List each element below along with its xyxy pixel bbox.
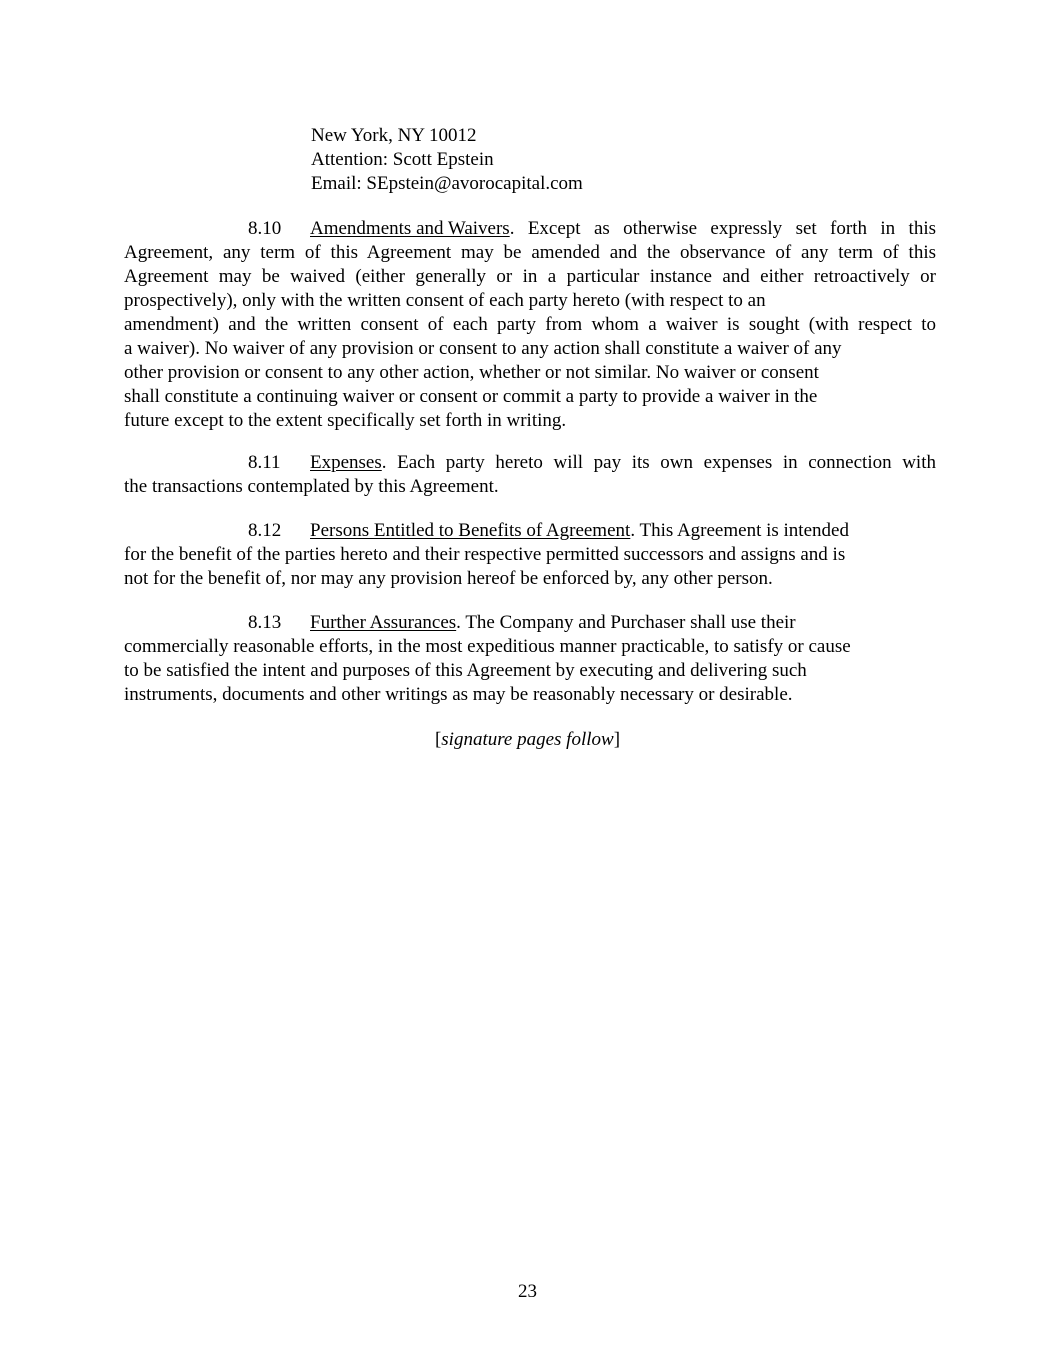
close-bracket: ] <box>613 729 621 750</box>
section-first-line <box>124 217 936 241</box>
section-text-line: Agreement, any term of this Agreement may be amended and the observance of any term of this <box>124 242 936 263</box>
address-email-line: Email: SEpstein@avorocapital.com <box>311 173 583 194</box>
section-text-line: Agreement may be waived (either generally or in a particular instance and either retroactively or <box>124 266 936 287</box>
section-text-line: to be satisfied the intent and purposes of this Agreement by executing and delivering such <box>124 660 807 681</box>
open-bracket: [ <box>434 729 442 750</box>
section-8-13 <box>124 611 936 707</box>
address-attention-line: Attention: Scott Epstein <box>311 149 494 170</box>
section-text-line: . Each party hereto will pay its own expenses in connection with <box>381 452 936 473</box>
section-text-line: future except to the extent specifically set forth in writing. <box>124 410 567 431</box>
section-number: 8.13 <box>248 612 282 633</box>
section-8-10 <box>124 217 936 433</box>
signature-note-text: signature pages follow <box>441 729 614 750</box>
section-number: 8.11 <box>248 452 281 473</box>
section-text-line: . This Agreement is intended <box>630 520 849 541</box>
section-text-line: commercially reasonable efforts, in the most expeditious manner practicable, to satisfy or cause <box>124 636 851 657</box>
signature-pages-note <box>0 728 1055 752</box>
section-heading: Amendments and Waivers <box>310 218 510 239</box>
section-text-line: instruments, documents and other writings as may be reasonably necessary or desirable. <box>124 684 793 705</box>
section-8-12 <box>124 519 936 591</box>
section-heading: Further Assurances <box>310 612 457 633</box>
section-text-line: . The Company and Purchaser shall use their <box>456 612 796 633</box>
section-number: 8.10 <box>248 218 282 239</box>
address-city-line: New York, NY 10012 <box>311 125 477 146</box>
section-text-line: other provision or consent to any other action, whether or not similar. No waiver or consent <box>124 362 819 383</box>
section-text-line: shall constitute a continuing waiver or consent or commit a party to provide a waiver in the <box>124 386 818 407</box>
section-heading: Persons Entitled to Benefits of Agreement <box>310 520 631 541</box>
section-first-line <box>124 519 936 543</box>
section-text-line: the transactions contemplated by this Agreement. <box>124 476 499 497</box>
section-heading: Expenses <box>310 452 382 473</box>
section-text-line: for the benefit of the parties hereto and their respective permitted successors and assigns and is <box>124 544 846 565</box>
notice-address-block <box>311 124 811 196</box>
section-first-line <box>124 451 936 475</box>
section-number: 8.12 <box>248 520 282 541</box>
section-8-11 <box>124 451 936 499</box>
section-text-line: prospectively), only with the written consent of each party hereto (with respect to an <box>124 290 766 311</box>
section-first-line <box>124 611 936 635</box>
page-number: 23 <box>518 1281 537 1302</box>
section-text-line: . Except as otherwise expressly set forth in this <box>509 218 936 239</box>
section-text-line: amendment) and the written consent of each party from whom a waiver is sought (with respect to <box>124 314 936 335</box>
section-text-line: a waiver). No waiver of any provision or consent to any action shall constitute a waiver of any <box>124 338 842 359</box>
section-text-line: not for the benefit of, nor may any provision hereof be enforced by, any other person. <box>124 568 773 589</box>
